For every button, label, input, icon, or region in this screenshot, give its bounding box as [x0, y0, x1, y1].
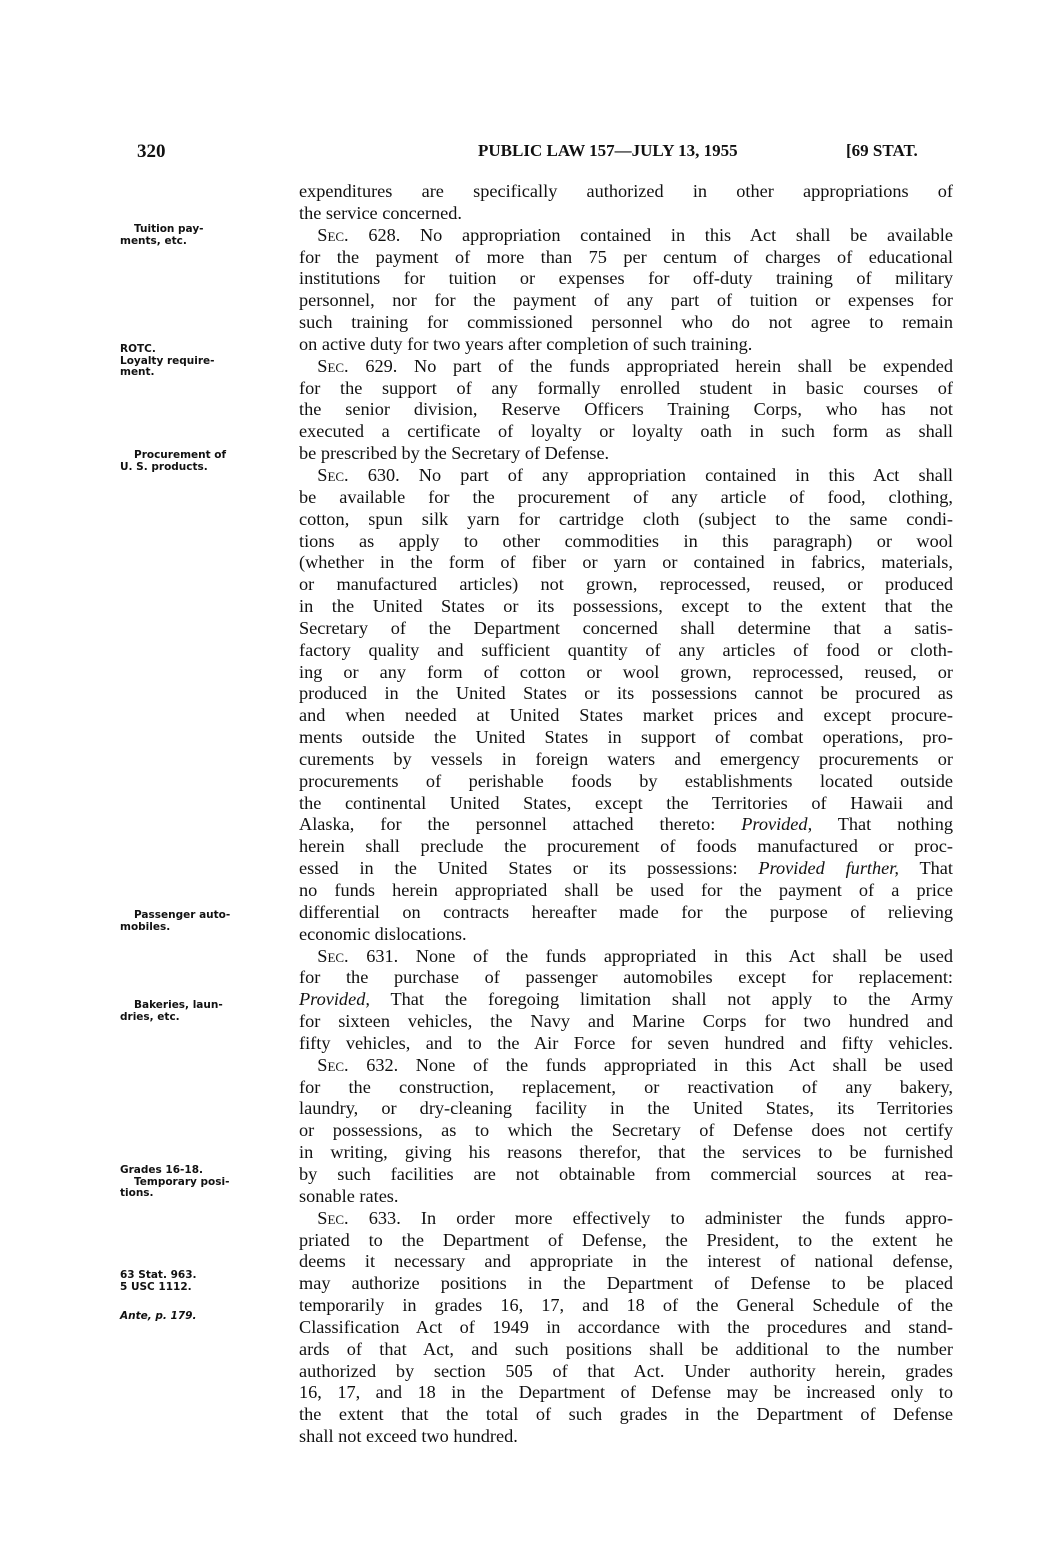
margin-note-ante: Ante, p. 179.	[120, 1310, 197, 1322]
section-630: Sec. 630. No part of any appropriation contained in this Act shall	[317, 464, 953, 485]
margin-note-bakeries: Bakeries, laun- dries, etc.	[120, 999, 223, 1023]
section-633: Sec. 633. In order more effectively to administer the funds appro-	[317, 1207, 953, 1228]
section-628: Sec. 628. No appropriation contained in this Act shall be available	[317, 224, 953, 245]
margin-note-rotc: ROTC. Loyalty require- ment.	[120, 343, 215, 378]
margin-note-procurement: Procurement of U. S. products.	[120, 449, 227, 473]
statute-reference: [69 STAT.	[846, 141, 918, 160]
body-text: expenditures are specifically authorized in other appropriations of the service concerned. Sec. 628. No appropriation contained in this Act shall be available for the payment of more than 75 per centum of charges of educational institutions for tuition or expenses for off-duty training of military personnel, nor for the payment of any part of tuition or expenses for such training for commissioned personnel who do not agree to remain on active duty for two years after completion of such training. Sec. 629. No part of the funds appropriated herein shall be expended for the support of any formally enrolled student in basic courses of the senior division, Reserve Officers Training Corps, who has not executed a certificate of loyalty or loyalty oath in such form as shall be prescribed by the Secretary of Defense. Sec. 630. No part of any appropriation contained in this Act shall be available for the procurement of any article of food, clothing, cotton, spun silk yarn for cartridge cloth (subject to the same condi- tions as apply to other commodities in this paragraph) or wool (whether in the form of fiber or yarn or contained in fabrics, materials, or manufactured articles) not grown, reprocessed, reused, or produced in the United States or its possessions, except to the extent that the Secretary of the Department concerned shall determine that a satis- factory quality and sufficient quantity of any articles of food or cloth- ing or any form of cotton or wool grown, reprocessed, reused, or produced in the United States or its possessions cannot be procured as and when needed at United States market prices and except procure- ments outside the United States in support of combat operations, pro- curements by vessels in foreign waters and emergency procurements or procurements of perishable foods by establishments located outside the continental United States, except the Territories of Hawaii and Alaska, for the personnel attached thereto: Provided, That nothing herein shall preclude the procurement of foods manufactured or proc- essed in the United States or its possessions: Provided further, That no funds herein appropriated shall be used for the payment of a price differential on contracts hereafter made for the purpose of relieving economic dislocations. Sec. 631. None of the funds appropriated in this Act shall be used for the purchase of passenger automobiles except for replacement: Provided, That the foregoing limitation shall not apply to the Army for sixteen vehicles, the Navy and Marine Corps for two hundred and fifty vehicles, and to the Air Force for seven hundred and fifty vehicles. Sec. 632. None of the funds appropriated in this Act shall be used for the construction, replacement, or reactivation of any bakery, laundry, or dry-cleaning facility in the United States, its Territories or possessions, as to which the Secretary of Defense does not certify in writing, giving his reasons therefor, that the services to be furnished by such facilities are not obtainable from commercial sources at rea- sonable rates. Sec. 633. In order more effectively to administer the funds appro- priated to the Department of Defense, the President, to the extent he deems it necessary and appropriate in the interest of national defense, may authorize positions in the Department of Defense to be placed temporarily in grades 16, 17, and 18 of the General Schedule of the Classification Act of 1949 in accordance with the procedures and stand- ards of that Act, and such positions shall be additional to the number authorized by section 505 of that Act. Under authority herein, grades 16, 17, and 18 in the Department of Defense may be increased only to the extent that the total of such grades in the Department of Defense shall not exceed two hundred.	[299, 181, 953, 1447]
page-number: 320	[137, 141, 166, 162]
section-632: Sec. 632. None of the funds appropriated in this Act shall be used	[317, 1054, 953, 1075]
margin-note-passenger: Passenger auto- mobiles.	[120, 909, 231, 933]
section-631: Sec. 631. None of the funds appropriated in this Act shall be used	[317, 945, 953, 966]
running-title: PUBLIC LAW 157—JULY 13, 1955	[478, 141, 738, 160]
margin-note-grades: Grades 16-18. Temporary posi- tions.	[120, 1164, 230, 1199]
section-629: Sec. 629. No part of the funds appropriated herein shall be expended	[317, 355, 953, 376]
margin-note-stat-citation: 63 Stat. 963. 5 USC 1112.	[120, 1269, 197, 1293]
margin-note-tuition: Tuition pay- ments, etc.	[120, 223, 204, 247]
